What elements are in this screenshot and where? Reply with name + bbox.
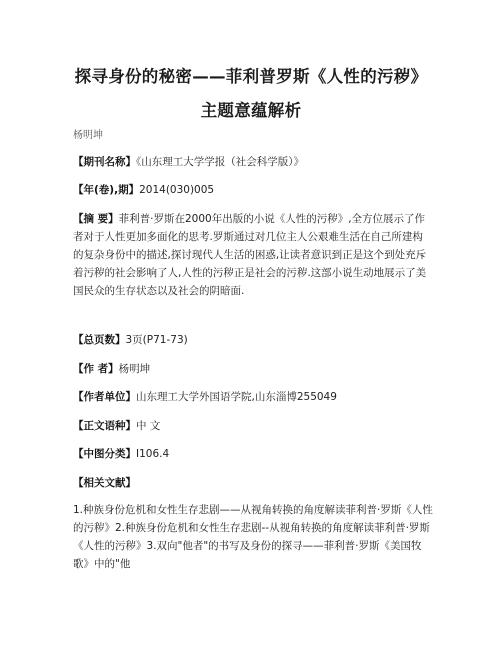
related-label: 【相关文献】 [73,477,136,489]
related-literature-text: 1.种族身份危机和女性生存悲剧——从视角转换的角度解读菲利普·罗斯《人性的污秽》2.种族身份危机和女性生存悲剧--从视角转换的角度解读菲利普·罗斯《人性的污秽》3.双向"他者"的书写及身份的探寻——菲利普·罗斯《美国牧歌》中的"他 [73,504,433,570]
author-field [73,360,433,378]
classification-label: 【中图分类】 [73,448,136,460]
journal-value: 《山东理工大学学报（社会科学版）》 [136,156,304,168]
affiliation-field [73,388,433,406]
author-label: 【作 者】 [73,363,119,375]
related-field [73,474,433,492]
abstract-label: 【摘 要】 [73,213,119,225]
year-issue-value: 2014(030)005 [139,184,215,196]
language-value: 中 文 [136,420,161,432]
affiliation-value: 山东理工大学外国语学院,山东淄博255049 [136,391,337,403]
page-title: 探寻身份的秘密——菲利普罗斯《人性的污秽》主题意蕴解析 [74,67,428,120]
language-field [73,417,433,435]
author-value: 杨明坤 [118,363,151,375]
pages-field [73,331,433,349]
pages-label: 【总页数】 [73,334,126,346]
journal-field [73,153,433,171]
year-issue-field [73,181,433,199]
pages-value: 3页(P71-73) [125,334,188,346]
author-line: 杨明坤 [73,130,103,141]
abstract-field [73,210,433,300]
affiliation-label: 【作者单位】 [73,391,136,403]
classification-value: I106.4 [136,448,170,460]
year-issue-label: 【年(卷),期】 [73,184,140,196]
language-label: 【正文语种】 [73,420,136,432]
journal-label: 【期刊名称】 [73,156,136,168]
abstract-value: 菲利普·罗斯在2000年出版的小说《人性的污秽》,全方位展示了作者对于人性更加多面化的思考.罗斯通过对几位主人公艰难生活在自己所建构的复杂身份中的描述,探讨现代人生活的困惑,让读者意识到正是这个到处充斥着污秽的社会影响了人,人性的污秽正是社会的污秽.这部小说生动地展示了美国民众的生存状态以及社会的阴暗面. [73,213,427,297]
classification-field [73,445,433,463]
